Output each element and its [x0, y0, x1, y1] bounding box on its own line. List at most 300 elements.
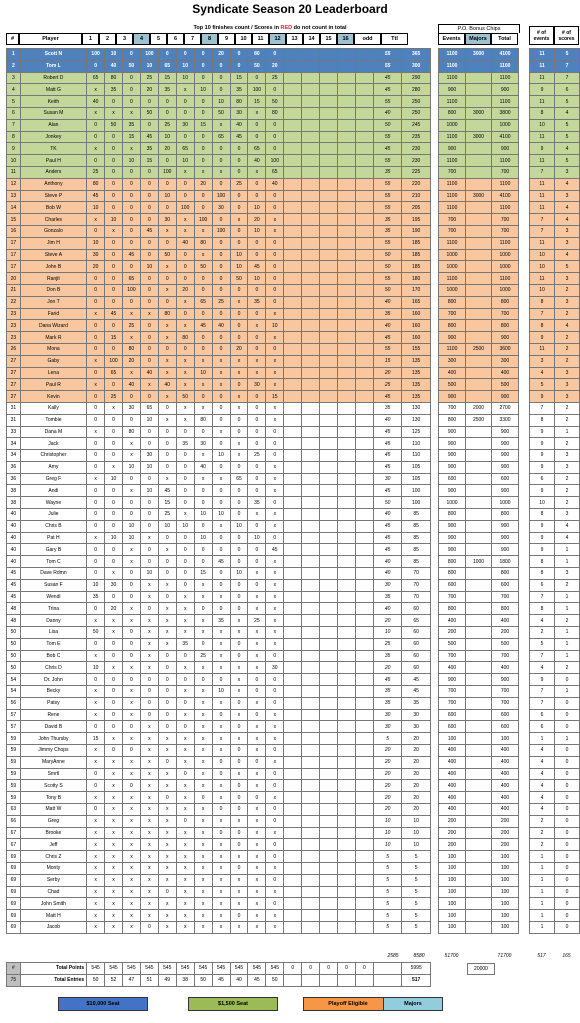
total-cell: 105: [402, 473, 431, 485]
count-row: [530, 343, 580, 355]
score-cell: x: [122, 662, 140, 674]
table-row: [7, 603, 431, 615]
score-cell: [284, 886, 302, 898]
po-row: [439, 414, 519, 426]
po-row: [439, 556, 519, 568]
score-cell: [302, 473, 320, 485]
subtitle-post: do not count in total: [292, 25, 347, 31]
score-cell: [338, 839, 356, 851]
score-cell: [284, 155, 302, 167]
score-cell: 0: [248, 674, 266, 686]
po-events-cell: 200: [439, 815, 466, 827]
count-row: [530, 473, 580, 485]
score-cell: x: [266, 733, 284, 745]
po-events-cell: 800: [439, 556, 466, 568]
score-cell: x: [194, 780, 212, 792]
num-events-cell: 9: [530, 544, 555, 556]
score-cell: 0: [230, 190, 248, 202]
po-events-cell: 900: [439, 461, 466, 473]
num-scores-cell: 1: [555, 627, 580, 639]
score-cell: x: [176, 827, 194, 839]
po-total-cell: 400: [492, 780, 519, 792]
po-row: [439, 355, 519, 367]
score-cell: x: [248, 733, 266, 745]
score-cell: 30: [158, 214, 176, 226]
score-cell: 0: [105, 426, 123, 438]
odd-cell: 20: [373, 780, 401, 792]
player-name: Susan F: [20, 579, 86, 591]
score-cell: 15: [266, 391, 284, 403]
score-cell: 100: [212, 225, 230, 237]
score-cell: [320, 119, 338, 131]
score-cell: 10: [194, 84, 212, 96]
total-cell: 135: [402, 355, 431, 367]
score-cell: x: [158, 615, 176, 627]
score-cell: x: [176, 225, 194, 237]
score-cell: 0: [140, 202, 158, 214]
score-cell: x: [105, 768, 123, 780]
score-cell: 40: [158, 379, 176, 391]
num-events-cell: 4: [530, 780, 555, 792]
odd-cell: 40: [373, 509, 401, 521]
score-cell: [338, 49, 356, 61]
score-cell: 0: [122, 674, 140, 686]
po-events-cell: 900: [439, 84, 466, 96]
score-cell: 0: [140, 296, 158, 308]
total-points-cell: 545: [122, 963, 140, 975]
score-cell: x: [212, 921, 230, 933]
score-cell: 0: [212, 214, 230, 226]
grand-total-odd: 2585: [387, 953, 399, 959]
count-row: [530, 190, 580, 202]
score-cell: x: [194, 839, 212, 851]
num-scores-cell: 0: [555, 674, 580, 686]
score-cell: 100: [140, 49, 158, 61]
score-cell: [320, 780, 338, 792]
score-cell: [320, 520, 338, 532]
score-cell: x: [266, 414, 284, 426]
po-bonus-table: [438, 48, 519, 934]
score-cell: 10: [248, 532, 266, 544]
po-majors-cell: [466, 202, 492, 214]
rank-cell: 11: [7, 166, 21, 178]
num-scores-cell: 2: [555, 414, 580, 426]
po-total-cell: 1100: [492, 178, 519, 190]
score-cell: x: [140, 862, 158, 874]
score-cell: [355, 768, 373, 780]
score-cell: [302, 780, 320, 792]
odd-cell: 45: [373, 520, 401, 532]
score-cell: 0: [105, 414, 123, 426]
score-cell: 0: [194, 107, 212, 119]
header-event-2: 2: [99, 33, 116, 45]
odd-cell: 20: [373, 804, 401, 816]
total-points-cell: 545: [248, 963, 266, 975]
po-majors-cell: [466, 615, 492, 627]
odd-cell: 35: [373, 308, 401, 320]
score-cell: 0: [248, 686, 266, 698]
po-majors-cell: [466, 591, 492, 603]
score-cell: 0: [122, 721, 140, 733]
score-cell: 10: [212, 509, 230, 521]
odd-cell: 35: [373, 591, 401, 603]
po-events-cell: 1100: [439, 72, 466, 84]
score-cell: x: [140, 308, 158, 320]
score-cell: 10: [230, 568, 248, 580]
score-cell: 0: [248, 119, 266, 131]
score-cell: [284, 72, 302, 84]
odd-cell: 10: [373, 815, 401, 827]
header-event-9: 9: [218, 33, 235, 45]
odd-cell: 50: [373, 261, 401, 273]
num-events-cell: 11: [530, 273, 555, 285]
score-cell: [284, 638, 302, 650]
score-cell: 0: [122, 568, 140, 580]
score-cell: 0: [87, 603, 105, 615]
total-cell: 155: [402, 343, 431, 355]
score-cell: 45: [105, 308, 123, 320]
po-events-cell: 1100: [439, 273, 466, 285]
score-cell: [284, 96, 302, 108]
po-events-cell: 100: [439, 733, 466, 745]
rank-cell: 22: [7, 296, 21, 308]
num-scores-cell: 5: [555, 49, 580, 61]
score-cell: 0: [212, 402, 230, 414]
score-cell: 0: [230, 308, 248, 320]
score-cell: [320, 792, 338, 804]
score-cell: [284, 603, 302, 615]
score-cell: [320, 509, 338, 521]
score-cell: 10: [176, 155, 194, 167]
table-row: [7, 72, 431, 84]
score-cell: 30: [248, 379, 266, 391]
score-cell: x: [158, 355, 176, 367]
num-events-cell: 4: [530, 756, 555, 768]
score-cell: [320, 60, 338, 72]
num-scores-cell: 0: [555, 898, 580, 910]
score-cell: 40: [140, 367, 158, 379]
score-cell: 0: [248, 485, 266, 497]
score-cell: [302, 414, 320, 426]
score-cell: x: [194, 768, 212, 780]
po-events-cell: 200: [439, 827, 466, 839]
total-cell: 5: [402, 862, 431, 874]
score-cell: 45: [140, 225, 158, 237]
score-cell: 50: [158, 249, 176, 261]
score-cell: x: [122, 874, 140, 886]
score-cell: 0: [122, 296, 140, 308]
score-cell: 20: [140, 84, 158, 96]
po-events-cell: 900: [439, 485, 466, 497]
score-cell: [355, 721, 373, 733]
po-row: [439, 320, 519, 332]
score-cell: 65: [248, 143, 266, 155]
num-scores-cell: 4: [555, 532, 580, 544]
score-cell: 0: [105, 143, 123, 155]
score-cell: x: [248, 874, 266, 886]
count-row: [530, 332, 580, 344]
score-cell: 0: [212, 544, 230, 556]
po-events-cell: 900: [439, 391, 466, 403]
table-row: [7, 261, 431, 273]
score-cell: [320, 662, 338, 674]
total-cell: 225: [402, 166, 431, 178]
po-events-cell: 1100: [439, 131, 466, 143]
score-cell: 0: [230, 497, 248, 509]
num-scores-cell: 3: [555, 461, 580, 473]
score-cell: 100: [212, 190, 230, 202]
score-cell: [338, 308, 356, 320]
po-total-cell: 4100: [492, 49, 519, 61]
score-cell: 15: [158, 72, 176, 84]
rank-cell: 69: [7, 862, 21, 874]
score-cell: [320, 320, 338, 332]
score-cell: x: [105, 568, 123, 580]
num-scores-cell: 2: [555, 473, 580, 485]
total-cell: 300: [402, 60, 431, 72]
total-cell: 20: [402, 745, 431, 757]
score-cell: 0: [105, 638, 123, 650]
po-majors-cell: [466, 166, 492, 178]
score-cell: 25: [248, 450, 266, 462]
count-row: [530, 355, 580, 367]
score-cell: x: [87, 815, 105, 827]
score-cell: 100: [248, 84, 266, 96]
score-cell: 10: [158, 520, 176, 532]
score-cell: x: [176, 839, 194, 851]
num-scores-cell: 0: [555, 874, 580, 886]
score-cell: 80: [194, 237, 212, 249]
score-cell: x: [176, 910, 194, 922]
score-cell: [355, 131, 373, 143]
po-events-cell: 500: [439, 379, 466, 391]
odd-cell: 20: [373, 662, 401, 674]
num-events-cell: 6: [530, 721, 555, 733]
table-row: [7, 862, 431, 874]
total-cell: 160: [402, 332, 431, 344]
count-row: [530, 461, 580, 473]
score-cell: x: [87, 709, 105, 721]
score-cell: x: [212, 697, 230, 709]
num-events-cell: 9: [530, 332, 555, 344]
po-row: [439, 249, 519, 261]
score-cell: [355, 921, 373, 933]
num-scores-cell: 0: [555, 827, 580, 839]
score-cell: [302, 662, 320, 674]
score-cell: [355, 107, 373, 119]
po-events-cell: 1000: [439, 497, 466, 509]
num-scores-cell: 1: [555, 556, 580, 568]
page-title: Syndicate Season 20 Leaderboard: [192, 2, 388, 16]
po-events-cell: 400: [439, 804, 466, 816]
score-cell: x: [194, 709, 212, 721]
score-cell: [320, 178, 338, 190]
num-scores-cell: 2: [555, 355, 580, 367]
score-cell: x: [194, 827, 212, 839]
po-majors-cell: [466, 768, 492, 780]
score-cell: [284, 84, 302, 96]
po-events-cell: 600: [439, 579, 466, 591]
score-cell: 40: [248, 155, 266, 167]
score-cell: x: [266, 862, 284, 874]
count-row: [530, 544, 580, 556]
table-row: [7, 827, 431, 839]
score-cell: 25: [105, 391, 123, 403]
table-row: [7, 367, 431, 379]
score-cell: [355, 650, 373, 662]
rank-cell: 50: [7, 650, 21, 662]
score-cell: 0: [266, 450, 284, 462]
num-events-cell: 10: [530, 284, 555, 296]
score-cell: x: [248, 827, 266, 839]
score-cell: 0: [140, 249, 158, 261]
score-cell: [284, 520, 302, 532]
score-cell: [355, 627, 373, 639]
score-cell: [302, 119, 320, 131]
score-cell: 0: [212, 756, 230, 768]
score-cell: [355, 60, 373, 72]
total-entries-cell: 51: [140, 974, 158, 986]
po-majors-cell: [466, 143, 492, 155]
score-cell: [302, 84, 320, 96]
odd-cell: 30: [373, 721, 401, 733]
rank-cell: 59: [7, 792, 21, 804]
score-cell: [320, 579, 338, 591]
score-cell: [338, 166, 356, 178]
count-row: [530, 591, 580, 603]
score-cell: 0: [140, 119, 158, 131]
score-cell: 20: [158, 143, 176, 155]
score-cell: 40: [230, 119, 248, 131]
score-cell: x: [105, 851, 123, 863]
score-cell: 80: [194, 414, 212, 426]
odd-cell: 50: [373, 119, 401, 131]
score-cell: x: [212, 721, 230, 733]
score-cell: [355, 804, 373, 816]
num-scores-cell: 2: [555, 343, 580, 355]
total-cell: 60: [402, 638, 431, 650]
po-majors-cell: [466, 473, 492, 485]
score-cell: 30: [176, 119, 194, 131]
po-total-cell: 700: [492, 591, 519, 603]
po-row: [439, 520, 519, 532]
score-cell: 0: [158, 450, 176, 462]
score-cell: [355, 225, 373, 237]
score-cell: [302, 49, 320, 61]
score-cell: 0: [158, 532, 176, 544]
total-cell: 20: [402, 768, 431, 780]
odd-cell: 55: [373, 60, 401, 72]
score-cell: 0: [105, 497, 123, 509]
score-cell: 0: [212, 532, 230, 544]
total-entries-cell: 47: [122, 974, 140, 986]
po-total-cell: 400: [492, 756, 519, 768]
odd-cell: 55: [373, 49, 401, 61]
odd-cell: 5: [373, 862, 401, 874]
score-cell: 0: [194, 273, 212, 285]
po-events-cell: 400: [439, 745, 466, 757]
score-cell: 0: [122, 261, 140, 273]
po-row: [439, 627, 519, 639]
total-entries-cell: 45: [212, 974, 230, 986]
po-total-cell: 900: [492, 450, 519, 462]
po-majors-cell: [466, 391, 492, 403]
score-cell: [338, 886, 356, 898]
po-majors-cell: [466, 261, 492, 273]
header-event-14: 14: [303, 33, 320, 45]
score-cell: 0: [266, 343, 284, 355]
num-scores-cell: 2: [555, 579, 580, 591]
score-cell: 0: [194, 155, 212, 167]
po-events-cell: 800: [439, 296, 466, 308]
rank-cell: 40: [7, 532, 21, 544]
score-cell: 0: [87, 568, 105, 580]
score-cell: x: [140, 379, 158, 391]
po-row: [439, 804, 519, 816]
score-cell: [320, 827, 338, 839]
total-cell: 85: [402, 520, 431, 532]
odd-cell: 55: [373, 190, 401, 202]
total-cell: 135: [402, 367, 431, 379]
po-events-cell: 400: [439, 367, 466, 379]
po-events-cell: 900: [439, 426, 466, 438]
score-cell: x: [248, 320, 266, 332]
total-cell: 135: [402, 391, 431, 403]
score-cell: x: [158, 874, 176, 886]
score-cell: [338, 178, 356, 190]
score-cell: [302, 768, 320, 780]
score-cell: 0: [230, 237, 248, 249]
player-name: Tom L: [20, 60, 86, 72]
score-cell: 0: [158, 49, 176, 61]
po-row: [439, 792, 519, 804]
score-cell: 15: [140, 155, 158, 167]
score-cell: 40: [87, 96, 105, 108]
header-event-11: 11: [252, 33, 269, 45]
num-events-cell: 1: [530, 733, 555, 745]
score-cell: [338, 107, 356, 119]
rank-cell: 23: [7, 320, 21, 332]
odd-cell: 30: [373, 709, 401, 721]
player-name: Trina: [20, 603, 86, 615]
score-cell: 20: [87, 261, 105, 273]
score-cell: 0: [266, 532, 284, 544]
po-row: [439, 898, 519, 910]
score-cell: 0: [122, 627, 140, 639]
po-row: [439, 603, 519, 615]
score-cell: 0: [105, 509, 123, 521]
score-cell: 20: [266, 60, 284, 72]
player-name: Serby: [20, 874, 86, 886]
legend-label: $10,000 Seat: [86, 1001, 120, 1007]
total-points-cell: 0: [302, 963, 320, 975]
score-cell: x: [266, 615, 284, 627]
score-cell: 0: [212, 804, 230, 816]
count-row: [530, 202, 580, 214]
score-cell: 30: [87, 249, 105, 261]
score-cell: x: [212, 733, 230, 745]
count-row: [530, 662, 580, 674]
po-events-cell: 1100: [439, 155, 466, 167]
score-cell: 0: [176, 497, 194, 509]
score-cell: [320, 343, 338, 355]
score-cell: 45: [212, 556, 230, 568]
score-cell: [320, 709, 338, 721]
score-cell: 0: [105, 166, 123, 178]
score-cell: [302, 96, 320, 108]
table-row: [7, 780, 431, 792]
score-cell: 0: [158, 568, 176, 580]
